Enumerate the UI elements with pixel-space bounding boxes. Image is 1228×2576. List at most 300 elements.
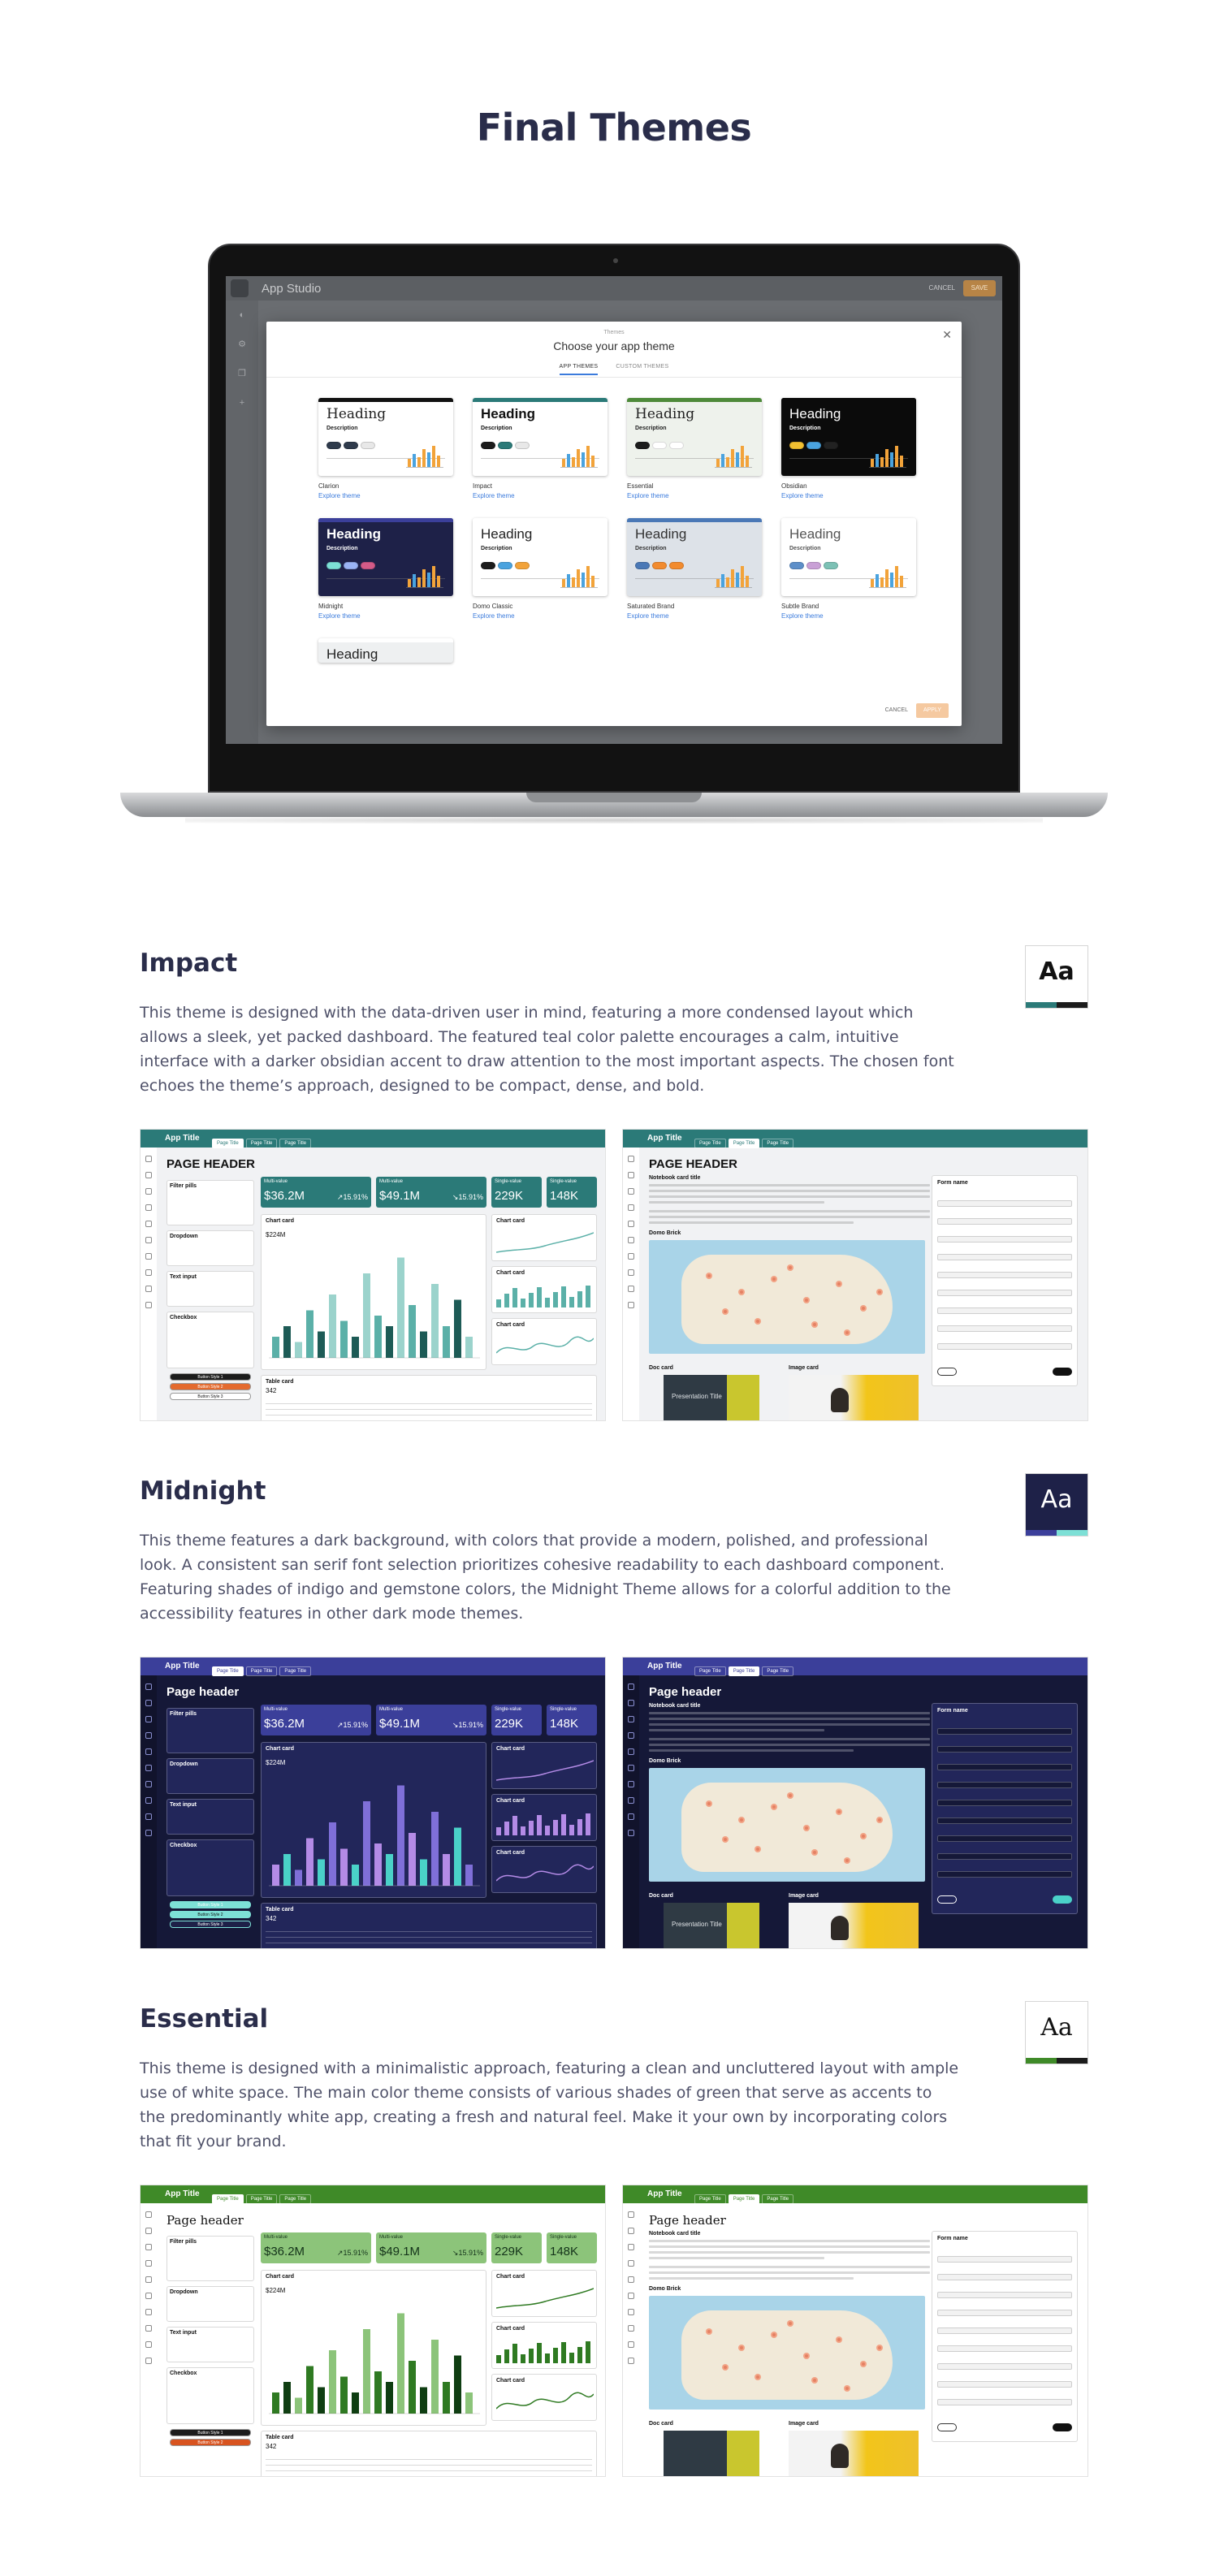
kpi-card[interactable] [491,1177,542,1208]
page-tab[interactable]: Page Title [694,1666,726,1676]
dashboard-screenshot-left [140,1657,606,1949]
chart-card-title: Chart card [266,2274,295,2280]
nav-icon[interactable] [145,1732,152,1739]
side-chart-title: Chart card [496,2326,525,2332]
theme-card[interactable] [627,518,762,620]
map-marker[interactable] [738,1817,745,1823]
mini-bar [591,576,595,587]
form-field[interactable] [937,1343,1072,1350]
explore-theme-link[interactable]: Explore theme [781,492,824,499]
form-submit-button[interactable] [1053,1368,1072,1376]
add-icon[interactable]: + [239,398,245,408]
nav-icon[interactable] [145,2276,152,2283]
nav-icon[interactable] [145,1204,152,1211]
table-row[interactable] [266,1420,592,1421]
nav-icon[interactable] [145,1683,152,1690]
mini-bar [496,2355,501,2363]
form-field[interactable] [937,1764,1072,1770]
map-marker[interactable] [803,2353,810,2359]
map-marker[interactable] [803,1297,810,1303]
map-marker[interactable] [811,2377,818,2384]
tab-custom-themes[interactable]: CUSTOM THEMES [616,364,669,370]
kpi-card[interactable] [261,1705,371,1735]
theme-thumb-pills [326,559,378,573]
nav-icon[interactable] [628,2260,634,2267]
theme-thumbnail[interactable] [318,518,453,596]
mini-bar [876,454,879,467]
notebook-text-line [649,2245,930,2248]
nav-icon[interactable] [628,2228,634,2234]
map-marker[interactable] [738,1289,745,1295]
nav-icon[interactable] [145,2211,152,2218]
table-row[interactable] [266,1415,592,1416]
map-marker[interactable] [706,1273,712,1279]
side-chart-card [491,2322,597,2369]
font-sample-accent [1057,1530,1087,1536]
nav-icon[interactable] [628,2293,634,2299]
form-field[interactable] [937,1307,1072,1314]
mini-bar [437,456,440,467]
theme-thumb-description: Description [789,546,821,551]
nav-icon[interactable] [145,1188,152,1195]
page-tab[interactable]: Page Title [762,1139,793,1148]
table-row[interactable] [266,2465,592,2466]
nav-icon[interactable] [628,1172,634,1178]
theme-card[interactable] [627,398,762,499]
nav-icon[interactable] [145,2228,152,2234]
mini-bar [582,573,585,587]
form-field[interactable] [937,2345,1072,2352]
chart-bar [283,1854,291,1886]
modal-apply-button[interactable]: APPLY [916,703,949,718]
mini-bar [586,2341,590,2363]
theme-card[interactable] [781,398,916,499]
nav-icon[interactable] [628,1286,634,1292]
nav-icon[interactable] [628,1253,634,1260]
nav-icon[interactable] [628,2358,634,2364]
nav-icon[interactable] [628,1237,634,1243]
close-icon[interactable]: ✕ [942,328,952,341]
page-tab[interactable]: Page Title [246,1139,278,1148]
image-preview[interactable] [789,1375,919,1421]
doc-card-title: Doc card [649,1893,673,1899]
nav-icon[interactable] [628,2309,634,2315]
nav-icon[interactable] [628,2244,634,2250]
theme-card[interactable] [318,638,453,663]
form-field[interactable] [937,1290,1072,1296]
page-tab[interactable]: Page Title [762,2194,793,2204]
explore-theme-link[interactable]: Explore theme [627,612,669,620]
map-marker[interactable] [771,2332,777,2338]
map-marker[interactable] [787,2320,793,2327]
table-row[interactable] [266,1948,592,1949]
page-tab[interactable]: Page Title [729,2194,760,2204]
style-button[interactable]: Button Style 2 [170,1911,251,1918]
theme-card[interactable] [318,398,453,499]
us-map[interactable] [649,1240,925,1354]
nav-rail [623,1675,639,1949]
nav-icon[interactable] [628,1716,634,1722]
nav-icon[interactable] [628,1302,634,1308]
map-marker[interactable] [738,2345,745,2351]
page-tab[interactable]: Page Title [279,1666,311,1676]
filter-label: Text input [170,2330,197,2336]
theme-card[interactable] [781,518,916,620]
nav-icon[interactable] [628,1700,634,1706]
mini-bar [408,459,411,467]
nav-icon[interactable] [628,1732,634,1739]
nav-icon[interactable] [145,2293,152,2299]
kpi-card[interactable] [547,1177,597,1208]
presentation-title: Presentation Title [672,1921,722,1928]
theme-card[interactable] [473,518,608,620]
style-button[interactable]: Button Style 1 [170,1373,251,1381]
map-marker[interactable] [836,2336,842,2343]
mini-bar [586,1286,590,1307]
map-marker[interactable] [771,1276,777,1282]
chart-bar [431,2340,439,2414]
doc-preview[interactable] [664,2431,759,2477]
nav-icon[interactable] [145,2358,152,2364]
kpi-value: 229K [495,1717,524,1731]
map-marker[interactable] [836,1809,842,1815]
form-back-button[interactable] [937,1368,957,1376]
theme-thumb-description: Description [326,426,358,431]
app-studio-topbar [226,276,1002,300]
map-marker[interactable] [755,2374,761,2380]
kpi-label: Single-value [550,2235,577,2240]
kpi-card[interactable] [376,1177,486,1208]
topbar-cancel-button[interactable]: CANCEL [928,284,955,292]
page-tab[interactable]: Page Title [694,1139,726,1148]
nav-icon[interactable] [628,2211,634,2218]
form-back-button[interactable] [937,1895,957,1904]
page-tab[interactable]: Page Title [246,1666,278,1676]
nav-icon[interactable] [145,1253,152,1260]
form-field[interactable] [937,1325,1072,1332]
nav-icon[interactable] [145,1797,152,1804]
form-submit-button[interactable] [1053,2423,1072,2431]
form-field[interactable] [937,2256,1072,2263]
page-title: Final Themes [476,106,752,149]
map-marker[interactable] [803,1825,810,1831]
pill-swatch [361,562,375,569]
theme-modal [266,322,962,726]
explore-theme-link[interactable]: Explore theme [473,492,515,499]
us-map[interactable] [649,2296,925,2410]
nav-icon[interactable] [145,1172,152,1178]
form-field[interactable] [937,2292,1072,2298]
kpi-value: $36.2M [264,1189,305,1203]
table-row[interactable] [266,2459,592,2460]
map-marker[interactable] [722,1836,729,1843]
nav-icon[interactable] [628,1830,634,1836]
map-marker[interactable] [844,2385,850,2392]
form-field[interactable] [937,1835,1072,1842]
laptop-notch [526,793,702,802]
page-tab[interactable]: Page Title [212,1139,244,1148]
explore-theme-link[interactable]: Explore theme [627,492,669,499]
chart-card [261,1742,486,1898]
chart-bar [409,1833,416,1886]
nav-icon[interactable] [145,1302,152,1308]
page-tab[interactable]: Page Title [212,2194,244,2204]
mini-line-chart [496,1756,594,1785]
page-tab[interactable]: Page Title [279,1139,311,1148]
theme-thumb-description: Description [326,546,358,551]
mini-bar [432,446,435,467]
nav-icon[interactable] [145,1830,152,1836]
map-marker[interactable] [876,1817,883,1823]
nav-icon[interactable] [145,1221,152,1227]
kpi-card[interactable] [547,2232,597,2263]
map-marker[interactable] [811,1849,818,1856]
table-row[interactable] [266,1937,592,1938]
page-tab[interactable]: Page Title [212,1666,244,1676]
theme-thumbnail[interactable] [627,398,762,476]
kpi-label: Single-value [495,2235,522,2240]
doc-preview-accent [727,1903,759,1949]
us-map[interactable] [649,1768,925,1882]
kpi-card[interactable] [491,2232,542,2263]
nav-icon[interactable] [145,1237,152,1243]
form-field[interactable] [937,2274,1072,2280]
mini-line [496,2392,594,2409]
nav-icon[interactable] [145,1269,152,1276]
map-marker[interactable] [876,1289,883,1295]
doc-preview[interactable] [664,1903,759,1949]
nav-icon[interactable] [145,2244,152,2250]
table-row[interactable] [266,2476,592,2477]
theme-thumbnail[interactable] [781,398,916,476]
map-marker[interactable] [771,1804,777,1810]
map-marker[interactable] [755,1318,761,1325]
pages-icon[interactable]: ❐ [238,369,246,378]
form-field[interactable] [937,1746,1072,1753]
theme-thumbnail[interactable] [473,518,608,596]
map-marker[interactable] [860,2361,867,2367]
nav-icon[interactable] [628,1269,634,1276]
form-field[interactable] [937,1218,1072,1225]
form-field[interactable] [937,1272,1072,1278]
mini-bar [553,1292,558,1307]
style-button[interactable]: Button Style 2 [170,2439,251,2446]
side-chart-title: Chart card [496,1798,525,1804]
map-marker[interactable] [706,2328,712,2335]
explore-theme-link[interactable]: Explore theme [473,612,515,620]
table-row[interactable] [266,1931,592,1932]
form-field[interactable] [937,2310,1072,2316]
kpi-label: Multi-value [379,1707,404,1712]
nav-icon[interactable] [628,2276,634,2283]
nav-rail [623,2203,639,2477]
form-field[interactable] [937,1853,1072,1860]
form-field[interactable] [937,2381,1072,2388]
form-field[interactable] [937,1200,1072,1207]
nav-icon[interactable] [145,1813,152,1820]
nav-icon[interactable] [628,1156,634,1162]
theme-thumbnail[interactable] [473,398,608,476]
form-field[interactable] [937,2399,1072,2405]
nav-icon[interactable] [145,1748,152,1755]
form-field[interactable] [937,2327,1072,2334]
map-marker[interactable] [860,1833,867,1839]
kpi-card[interactable] [491,1705,542,1735]
map-marker[interactable] [811,1321,818,1328]
mini-bar [577,569,580,587]
explore-theme-link[interactable]: Explore theme [318,492,361,499]
nav-icon[interactable] [628,1748,634,1755]
map-marker[interactable] [860,1305,867,1312]
form-submit-button[interactable] [1053,1895,1072,1904]
nav-icon[interactable] [628,2341,634,2348]
map-marker[interactable] [706,1800,712,1807]
mini-bar [553,2348,558,2363]
side-chart-title: Chart card [496,1850,525,1856]
pill-swatch [344,442,358,449]
nav-icon[interactable] [628,1221,634,1227]
form-field[interactable] [937,1800,1072,1806]
app-topbar [141,1130,605,1148]
form-back-button[interactable] [937,2423,957,2431]
map-marker[interactable] [787,1264,793,1271]
map-marker[interactable] [755,1846,761,1852]
palette-icon[interactable]: ◐ [239,310,245,320]
nav-icon[interactable] [145,2260,152,2267]
mini-bar [408,579,411,587]
nav-icon[interactable] [145,1765,152,1771]
theme-thumb-pills [481,559,532,573]
notebook-card [649,1703,941,1778]
nav-icon[interactable] [145,1286,152,1292]
nav-icon[interactable] [145,2325,152,2332]
page-tab[interactable]: Page Title [279,2194,311,2204]
table-row[interactable] [266,1409,592,1410]
map-marker[interactable] [876,2345,883,2351]
nav-icon[interactable] [145,1716,152,1722]
nav-icon[interactable] [145,1700,152,1706]
nav-icon[interactable] [628,1813,634,1820]
nav-icon[interactable] [628,2325,634,2332]
page-tab[interactable]: Page Title [246,2194,278,2204]
nav-icon[interactable] [628,1797,634,1804]
map-marker[interactable] [836,1281,842,1287]
side-chart-title: Chart card [496,2378,525,2384]
image-preview[interactable] [789,2431,919,2477]
kpi-card[interactable] [261,2232,371,2263]
page-tab[interactable]: Page Title [729,1666,760,1676]
kpi-value: $49.1M [379,2245,421,2258]
theme-thumbnail[interactable] [627,518,762,596]
map-marker[interactable] [722,1308,729,1315]
nav-icon[interactable] [145,2309,152,2315]
kpi-card[interactable] [261,1177,371,1208]
explore-theme-link[interactable]: Explore theme [318,612,361,620]
nav-icon[interactable] [145,1156,152,1162]
theme-section-impact [140,949,1088,1436]
page-tabs [212,1134,313,1148]
theme-thumbnail[interactable] [318,638,453,663]
notebook-text-line [649,1216,930,1218]
nav-icon[interactable] [145,1781,152,1787]
nav-icon[interactable] [628,1781,634,1787]
explore-theme-link[interactable]: Explore theme [781,612,824,620]
nav-icon[interactable] [628,1188,634,1195]
form-field[interactable] [937,1236,1072,1243]
theme-accent-bar [318,398,453,402]
kpi-card[interactable] [376,1705,486,1735]
page-tab[interactable]: Page Title [729,1139,760,1148]
doc-preview[interactable] [664,1375,759,1421]
notebook-text-line [649,2240,930,2242]
chart-bar [420,1332,427,1359]
style-button[interactable]: Button Style 2 [170,1383,251,1390]
image-preview[interactable] [789,1903,919,1949]
form-field[interactable] [937,1254,1072,1260]
theme-thumbnail[interactable] [318,398,453,476]
chart-card-value: $224M [266,2287,286,2294]
theme-thumb-chart-icon [406,447,443,468]
map-marker[interactable] [844,1857,850,1864]
style-button[interactable]: Button Style 3 [170,1921,251,1928]
dashboard-screenshot-left [140,1129,606,1421]
form-field[interactable] [937,2363,1072,2370]
form-field[interactable] [937,1817,1072,1824]
kpi-card[interactable] [547,1705,597,1735]
map-marker[interactable] [787,1792,793,1799]
chart-bar [340,1849,348,1887]
kpi-label: Multi-value [379,2235,404,2240]
map-marker[interactable] [844,1329,850,1336]
nav-icon[interactable] [628,1683,634,1690]
table-row[interactable] [266,1403,592,1404]
theme-name: Clarion [318,482,339,490]
page-tabs [694,1134,796,1148]
tab-app-themes[interactable]: APP THEMES [560,364,599,375]
nav-icon[interactable] [145,2341,152,2348]
gear-icon[interactable]: ⚙ [238,339,246,349]
nav-icon[interactable] [628,1204,634,1211]
table-row[interactable] [266,2470,592,2471]
modal-cancel-button[interactable]: CANCEL [884,707,908,713]
chart-bar [329,1822,336,1886]
notebook-text-line [649,2271,930,2274]
form-field[interactable] [937,1871,1072,1878]
form-field[interactable] [937,1782,1072,1788]
theme-card[interactable] [473,398,608,499]
theme-thumbnail[interactable] [781,518,916,596]
chart-bar [272,2392,279,2414]
nav-icon[interactable] [628,1765,634,1771]
form-field[interactable] [937,1728,1072,1735]
page-tab[interactable]: Page Title [694,2194,726,2204]
kpi-card[interactable] [376,2232,486,2263]
style-button[interactable]: Button Style 1 [170,1901,251,1908]
topbar-save-button[interactable]: SAVE [963,280,996,296]
style-button[interactable]: Button Style 1 [170,2429,251,2436]
mini-bar [512,1288,517,1307]
style-button[interactable]: Button Style 3 [170,1393,251,1400]
laptop-mockup [120,244,1108,836]
theme-thumb-chart-icon [715,447,752,468]
page-tab[interactable]: Page Title [762,1666,793,1676]
map-marker[interactable] [722,2364,729,2371]
mini-bar [736,573,739,587]
mini-bar [569,1297,574,1307]
side-chart-card [491,1742,597,1789]
theme-card[interactable] [318,518,453,620]
mini-bar-chart [496,1808,594,1837]
